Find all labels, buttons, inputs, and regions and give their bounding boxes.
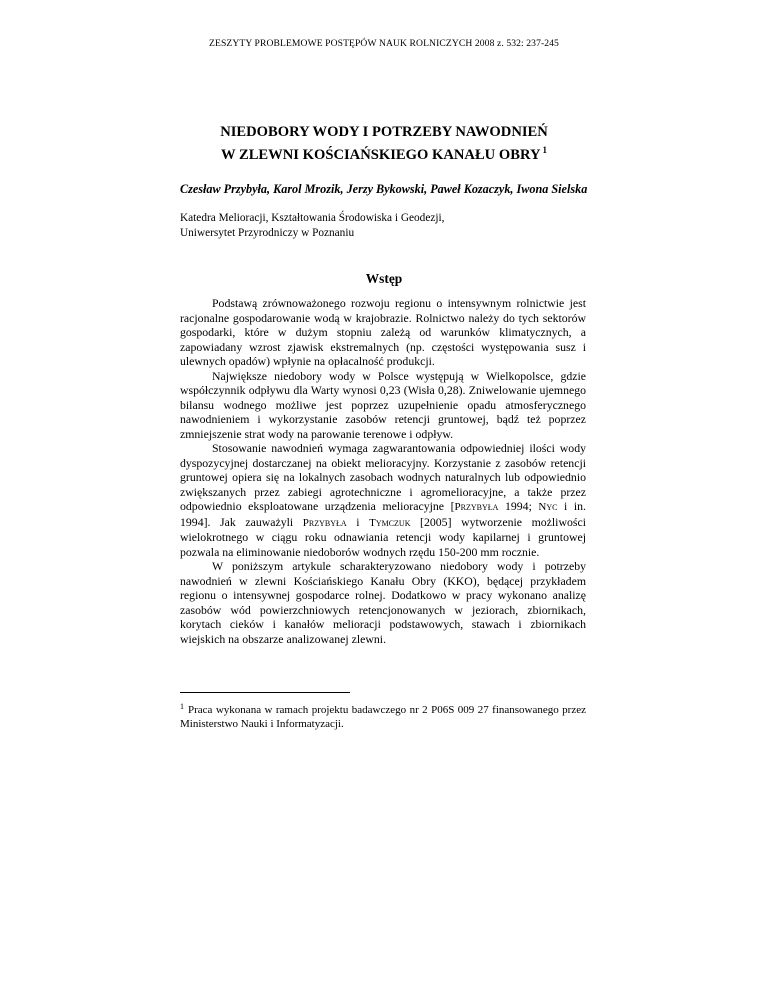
affiliation-line-2: Uniwersytet Przyrodniczy w Poznaniu xyxy=(180,226,355,239)
citation-author: Przybyła xyxy=(302,516,347,529)
author-list: Czesław Przybyła, Karol Mrozik, Jerzy Bykowski, Paweł Kozaczyk, Iwona Sielska xyxy=(180,182,588,196)
paragraph-3-part-c: i in. 1994]. Jak zauważyli xyxy=(180,499,586,529)
paragraph-3-part-d: i xyxy=(346,514,370,529)
title-line-2-text: W ZLEWNI KOŚCIAŃSKIEGO KANAŁU OBRY xyxy=(220,147,541,163)
paragraph-3-part-b: 1994; xyxy=(498,499,539,514)
paragraph-3 xyxy=(180,441,586,559)
paragraph-4: W poniższym artykule scharakteryzowano niedobory wody i potrzeby nawodnień w zlewni Kościańskiego Kanału Obry (KKO), będącej przykładem regionu o intensywnej gospodarce rolnej. Dodatkowo w pracy wykonano analizę zasobów wód powierzchniowych retencjonowanych w jeziorach, zbiornikach, korytach cieków i kanałów melioracji podstawowych, stawach i zbiornikach wiejskich na obszarze analizowanej zlewni. xyxy=(180,559,586,646)
affiliation xyxy=(180,211,444,240)
footnote-text: Praca wykonana w ramach projektu badawczego nr 2 P06S 009 27 finansowanego przez Ministerstwo Nauki i Informatyzacji. xyxy=(180,704,586,731)
affiliation-line-1: Katedra Melioracji, Kształtowania Środowiska i Geodezji, xyxy=(180,212,445,224)
paragraph-3-part-e: [2005] wytworzenie możliwości wielokrotnego w ciągu roku odnawiania retencji wody kapilarnej i gruntowej pozwala na eliminowanie niedoborów wodnych rzędu 150-200 mm rocznie. xyxy=(180,514,586,559)
footnote-mark: 1 xyxy=(180,702,184,711)
paragraph-3-part-a: Stosowanie nawodnień wymaga zagwarantowania odpowiedniej ilości wody dyspozycyjnej dostarczanej na obiekt melioracyjny. Korzystanie z zasobów retencji gruntowej opiera się na lokalnych zasobach wodnych naturalnych lub odpowiednio zwiększanych przez zabiegi agrotechniczne i agromelioracyjne, a także przez odpowiednio eksploatowane urządzenia melioracyjne [ xyxy=(180,441,586,514)
paragraph-2: Największe niedobory wody w Polsce występują w Wielkopolsce, gdzie współczynnik odpływu dla Warty wynosi 0,23 (Wisła 0,28). Zniwelowanie ujemnego bilansu wodnego możliwe jest poprzez uzupełnienie opadu atmosferycznego nawodnieniem i wykorzystanie zasobów retencji gruntowej, bądź też poprzez zmniejszenie strat wody na parowanie terenowe i odpływ. xyxy=(180,368,586,441)
title-line-2 xyxy=(0,141,768,164)
section-heading: Wstęp xyxy=(365,271,403,286)
footnote xyxy=(180,700,586,731)
paragraph-1: Podstawą zrównoważonego rozwoju regionu o intensywnym rolnictwie jest racjonalne gospodarowanie wodą w krajobrazie. Rolnictwo należy do tych sektorów gospodarki, które w dużym stopniu zależą od warunków klimatycznych, a zapowiadany wzrost zjawisk ekstremalnych (np. częstości występowania susz i ulewnych opadów) wpłynie na opłacalność produkcji. xyxy=(180,296,586,369)
paper-title xyxy=(0,123,768,164)
title-footnote-mark: 1 xyxy=(542,145,548,155)
running-head: ZESZYTY PROBLEMOWE POSTĘPÓW NAUK ROLNICZYCH 2008 z. 532: 237-245 xyxy=(209,38,559,49)
body-text xyxy=(180,296,586,646)
citation-author: Tymczuk xyxy=(369,516,411,529)
footnote-divider xyxy=(180,692,350,693)
citation-author: Przybyła xyxy=(454,501,499,514)
title-line-1: NIEDOBORY WODY I POTRZEBY NAWODNIEŃ xyxy=(220,124,548,140)
citation-author: Nyc xyxy=(538,501,558,514)
